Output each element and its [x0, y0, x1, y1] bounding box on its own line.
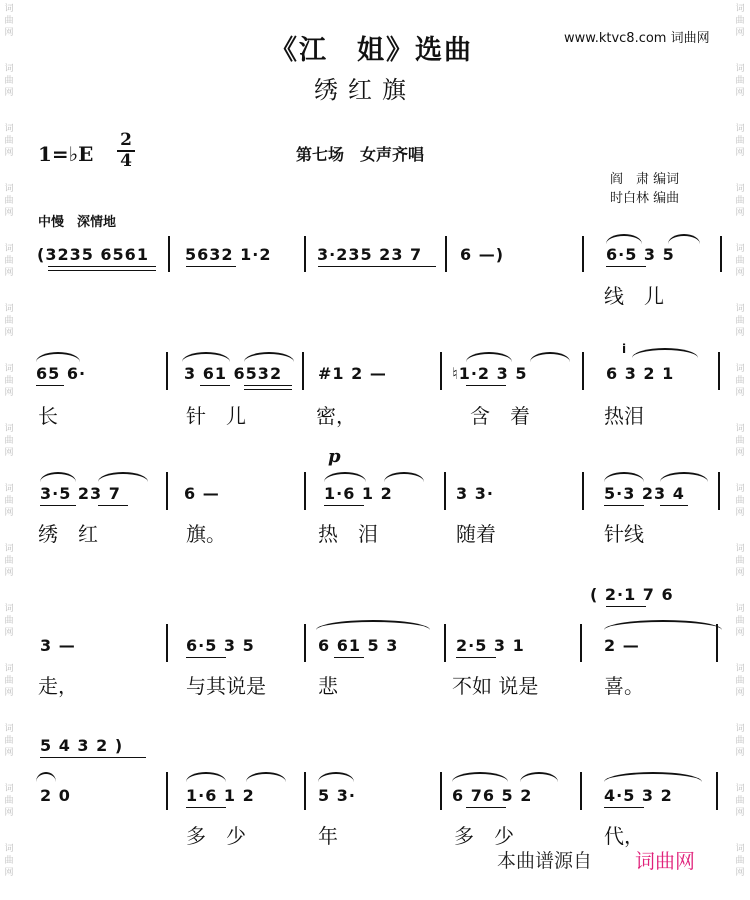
time-signature — [117, 132, 135, 170]
barline — [720, 236, 722, 272]
dynamic-mark: p — [328, 446, 341, 467]
measure: 5632 1·2 — [185, 245, 272, 264]
watermark-char: 曲 — [735, 616, 745, 626]
measure: 6·5 3 5 — [606, 245, 675, 264]
watermark-char: 曲 — [4, 796, 14, 806]
watermark-char: 网 — [4, 88, 14, 98]
footer-site-link[interactable]: 词曲网 — [635, 849, 695, 873]
watermark-char: 曲 — [735, 496, 745, 506]
measure: 6 — — [184, 484, 220, 503]
slur — [246, 772, 286, 782]
beam — [324, 505, 364, 506]
accompaniment: 5 4 3 2 ) — [40, 736, 124, 755]
watermark-char: 网 — [735, 328, 745, 338]
measure: 3 61 6532 — [184, 364, 283, 383]
beam — [334, 657, 364, 658]
watermark-char: 曲 — [4, 76, 14, 86]
slur — [530, 352, 570, 362]
measure: 4·5 3 2 — [604, 786, 673, 805]
barline — [580, 772, 582, 810]
watermark-char: 网 — [735, 268, 745, 278]
measure: 3·5 23 7 — [40, 484, 121, 503]
watermark-char: 词 — [735, 784, 745, 794]
watermark-char: 曲 — [735, 676, 745, 686]
watermark-char: 曲 — [735, 796, 745, 806]
watermark-char: 网 — [4, 28, 14, 38]
watermark-char: 曲 — [4, 136, 14, 146]
lyric: 多 少 — [186, 824, 246, 848]
watermark-char: 网 — [4, 448, 14, 458]
watermark-char: 曲 — [4, 556, 14, 566]
barline — [582, 472, 584, 510]
watermark-char: 网 — [4, 808, 14, 818]
watermark-char: 词 — [4, 844, 14, 854]
barline — [580, 624, 582, 662]
watermark-char: 曲 — [735, 16, 745, 26]
tempo-marking: 中慢 深情地 — [38, 215, 117, 230]
slur — [466, 352, 512, 362]
watermark-char: 词 — [735, 124, 745, 134]
watermark-char: 词 — [4, 484, 14, 494]
slur — [186, 772, 226, 782]
measure: 6 3 2 1 — [606, 364, 675, 383]
slur — [660, 472, 708, 482]
beam — [604, 807, 644, 808]
lyric: 代， — [604, 824, 644, 848]
barline — [166, 472, 168, 510]
measure: 2·5 3 1 — [456, 636, 525, 655]
watermark-char: 词 — [4, 64, 14, 74]
lyric: 热泪 — [604, 404, 644, 428]
grace-note: i — [622, 342, 627, 356]
watermark-char: 词 — [735, 364, 745, 374]
site-url: www.ktvc8.com 词曲网 — [564, 31, 710, 46]
slur — [316, 620, 430, 630]
lyric: 针线 — [604, 522, 644, 546]
watermark-char: 词 — [4, 544, 14, 554]
beam — [456, 657, 496, 658]
lyric: 喜。 — [604, 674, 644, 698]
slur — [318, 772, 354, 782]
lyric: 绣 红 — [38, 522, 98, 546]
watermark-char: 网 — [735, 28, 745, 38]
slur — [384, 472, 424, 482]
watermark-left — [2, 0, 16, 900]
beam — [244, 389, 292, 390]
time-top: 2 — [120, 130, 132, 150]
slur — [604, 772, 702, 782]
lyric: 密， — [316, 404, 356, 428]
slur — [604, 620, 722, 630]
watermark-char: 曲 — [735, 256, 745, 266]
lyric: 悲 — [318, 674, 338, 698]
beam — [98, 505, 128, 506]
slur — [98, 472, 148, 482]
watermark-char: 网 — [735, 148, 745, 158]
watermark-char: 词 — [4, 364, 14, 374]
measure: 2 0 — [40, 786, 71, 805]
watermark-char: 词 — [735, 664, 745, 674]
watermark-char: 网 — [735, 868, 745, 878]
watermark-char: 网 — [4, 568, 14, 578]
barline — [445, 236, 447, 272]
measure: 5·3 23 4 — [604, 484, 685, 503]
watermark-char: 曲 — [4, 376, 14, 386]
watermark-char: 词 — [735, 484, 745, 494]
lyric: 多 少 — [454, 824, 514, 848]
watermark-char: 词 — [4, 4, 14, 14]
watermark-right — [733, 0, 747, 900]
barline — [718, 352, 720, 390]
watermark-char: 词 — [735, 4, 745, 14]
footer-source-label: 本曲谱源自 — [497, 850, 593, 872]
beam — [606, 266, 646, 267]
lyric: 针 儿 — [186, 404, 246, 428]
slur — [182, 352, 230, 362]
watermark-char: 曲 — [735, 196, 745, 206]
barline — [304, 772, 306, 810]
watermark-char: 曲 — [735, 436, 745, 446]
key-signature: 1=♭E — [38, 142, 94, 166]
measure: 6 76 5 2 — [452, 786, 533, 805]
slur — [520, 772, 558, 782]
watermark-char: 曲 — [4, 196, 14, 206]
barline — [166, 624, 168, 662]
lyric: 线 儿 — [604, 284, 664, 308]
measure: 3 3· — [456, 484, 494, 503]
time-bottom: 4 — [120, 151, 132, 171]
barline — [166, 352, 168, 390]
watermark-char: 词 — [4, 124, 14, 134]
slur — [244, 352, 294, 362]
barline — [304, 624, 306, 662]
measure: (3235 6561 — [37, 245, 149, 264]
watermark-char: 曲 — [735, 736, 745, 746]
watermark-char: 词 — [735, 844, 745, 854]
lyric: 走， — [38, 674, 78, 698]
watermark-char: 词 — [4, 664, 14, 674]
beam — [186, 807, 226, 808]
beam — [604, 505, 644, 506]
beam — [40, 505, 76, 506]
watermark-char: 曲 — [4, 616, 14, 626]
watermark-char: 网 — [4, 148, 14, 158]
watermark-char: 曲 — [735, 856, 745, 866]
watermark-char: 曲 — [4, 736, 14, 746]
watermark-char: 网 — [4, 208, 14, 218]
watermark-char: 网 — [4, 328, 14, 338]
beam — [40, 757, 146, 758]
beam — [200, 385, 230, 386]
song-subtitle: 绣红旗 — [314, 76, 416, 104]
measure: 5 3· — [318, 786, 356, 805]
measure: 3·235 23 7 — [317, 245, 423, 264]
lyric: 年 — [318, 824, 338, 848]
watermark-char: 网 — [4, 688, 14, 698]
barline — [582, 236, 584, 272]
composer-credit: 时白林 编曲 — [610, 191, 680, 206]
slur — [324, 472, 366, 482]
watermark-char: 词 — [735, 244, 745, 254]
beam — [48, 270, 156, 271]
watermark-char: 曲 — [735, 376, 745, 386]
watermark-char: 网 — [735, 388, 745, 398]
slur — [632, 348, 698, 358]
lyric: 热 泪 — [318, 522, 378, 546]
watermark-char: 曲 — [735, 316, 745, 326]
watermark-char: 网 — [4, 748, 14, 758]
watermark-char: 曲 — [4, 256, 14, 266]
barline — [440, 352, 442, 390]
measure: ♮1·2 3 5 — [452, 364, 528, 383]
watermark-char: 词 — [735, 604, 745, 614]
barline — [302, 352, 304, 390]
slur — [36, 352, 80, 362]
watermark-char: 词 — [735, 424, 745, 434]
watermark-char: 曲 — [4, 676, 14, 686]
watermark-char: 曲 — [735, 556, 745, 566]
watermark-char: 曲 — [735, 136, 745, 146]
watermark-char: 词 — [4, 784, 14, 794]
watermark-char: 曲 — [4, 496, 14, 506]
watermark-char: 网 — [735, 508, 745, 518]
measure: #1 2 — — [318, 364, 387, 383]
watermark-char: 网 — [4, 508, 14, 518]
lyricist-credit: 阎 肃 编词 — [610, 172, 680, 187]
lyric: 旗。 — [186, 522, 226, 546]
barline — [716, 624, 718, 662]
page-title: 《江 姐》选曲 — [270, 35, 473, 66]
beam — [466, 385, 506, 386]
slur — [604, 472, 644, 482]
lyric: 不如 说是 — [452, 674, 539, 698]
barline — [718, 472, 720, 510]
watermark-char: 词 — [735, 304, 745, 314]
measure: 3 — — [40, 636, 76, 655]
watermark-char: 曲 — [4, 856, 14, 866]
watermark-char: 曲 — [4, 436, 14, 446]
lyric: 含 着 — [470, 404, 530, 428]
watermark-char: 词 — [735, 184, 745, 194]
barline — [716, 772, 718, 810]
slur — [36, 772, 56, 782]
beam — [244, 385, 292, 386]
watermark-char: 网 — [735, 808, 745, 818]
measure: 6 61 5 3 — [318, 636, 399, 655]
watermark-char: 词 — [4, 724, 14, 734]
watermark-char: 词 — [4, 244, 14, 254]
watermark-char: 词 — [735, 544, 745, 554]
barline — [440, 772, 442, 810]
scene-label: 第七场 女声齐唱 — [296, 145, 425, 164]
watermark-char: 词 — [4, 304, 14, 314]
beam — [318, 266, 436, 267]
watermark-char: 网 — [735, 688, 745, 698]
slur — [606, 234, 642, 244]
measure: 1·6 1 2 — [186, 786, 255, 805]
beam — [186, 266, 236, 267]
slur — [452, 772, 508, 782]
watermark-char: 网 — [735, 208, 745, 218]
watermark-char: 网 — [4, 388, 14, 398]
barline — [444, 472, 446, 510]
barline — [444, 624, 446, 662]
measure: 6·5 3 5 — [186, 636, 255, 655]
measure: 1·6 1 2 — [324, 484, 393, 503]
beam — [186, 657, 226, 658]
beam — [36, 385, 64, 386]
watermark-char: 网 — [735, 628, 745, 638]
barline — [582, 352, 584, 390]
watermark-char: 词 — [4, 604, 14, 614]
beam — [48, 266, 156, 267]
measure: 65 6· — [36, 364, 87, 383]
accompaniment: ( 2·1 7 6 — [590, 585, 674, 604]
watermark-char: 网 — [735, 88, 745, 98]
beam — [606, 606, 646, 607]
measure: 6 —) — [460, 245, 505, 264]
watermark-char: 网 — [735, 568, 745, 578]
barline — [168, 236, 170, 272]
lyric: 长 — [38, 404, 58, 428]
watermark-char: 词 — [735, 724, 745, 734]
beam — [660, 505, 688, 506]
slur — [668, 234, 700, 244]
watermark-char: 词 — [4, 184, 14, 194]
barline — [166, 772, 168, 810]
watermark-char: 网 — [4, 628, 14, 638]
watermark-char: 网 — [735, 448, 745, 458]
watermark-char: 曲 — [4, 16, 14, 26]
measure: 2 — — [604, 636, 640, 655]
lyric: 随着 — [456, 522, 496, 546]
lyric: 与其说是 — [186, 674, 266, 698]
barline — [304, 236, 306, 272]
watermark-char: 网 — [4, 268, 14, 278]
watermark-char: 词 — [4, 424, 14, 434]
beam — [466, 807, 506, 808]
watermark-char: 网 — [735, 748, 745, 758]
watermark-char: 词 — [735, 64, 745, 74]
watermark-char: 曲 — [4, 316, 14, 326]
slur — [40, 472, 76, 482]
watermark-char: 网 — [4, 868, 14, 878]
barline — [304, 472, 306, 510]
watermark-char: 曲 — [735, 76, 745, 86]
